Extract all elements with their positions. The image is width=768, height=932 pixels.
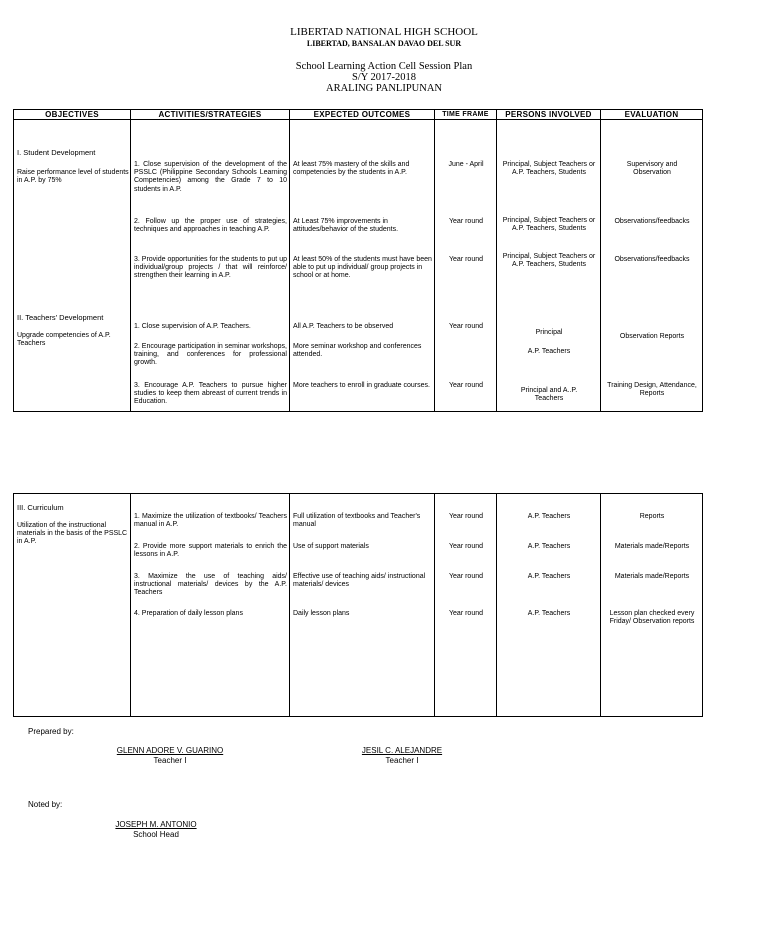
s1-time-2: Year round xyxy=(449,218,483,225)
evaluation-cell xyxy=(601,120,703,412)
s3-outcome-3: Effective use of teaching aids/ instructional materials/ devices xyxy=(293,573,426,589)
s3-persons-4: A.P. Teachers xyxy=(527,610,571,617)
s3-persons-1: A.P. Teachers xyxy=(527,513,571,520)
s3-time-4: Year round xyxy=(449,610,483,617)
s2-time-3: Year round xyxy=(449,382,483,389)
preparer2-name: JESIL C. ALEJANDRE xyxy=(361,746,443,755)
s1-activity-1: 1. Close supervision of the development of the PSSLC (Philippine Secondary Schools Learning Competencies) among the Grade 7 to 10 students in A.P. xyxy=(134,161,287,193)
section1-objective: Raise performance level of students in A.P. by 75% xyxy=(17,169,129,185)
s2-eval-main: Observation Reports xyxy=(619,333,685,340)
time-frame-cell xyxy=(435,120,497,412)
s3-persons-3: A.P. Teachers xyxy=(527,573,571,580)
preparer1-block xyxy=(100,746,240,766)
col-outcomes: EXPECTED OUTCOMES xyxy=(290,110,435,120)
s3-time-3: Year round xyxy=(449,573,483,580)
s3-activity-2: 2. Provide more support materials to enrich the lessons in A.P. xyxy=(134,543,287,559)
preparer2-block xyxy=(343,746,461,766)
table-body-row xyxy=(14,120,703,412)
s1-persons-1: Principal, Subject Teachers or A.P. Teachers, Students xyxy=(502,161,596,176)
s2-persons-2: A.P. Teachers xyxy=(527,348,571,355)
plan-title-block xyxy=(0,61,768,94)
preparer1-name: GLENN ADORE V. GUARINO xyxy=(116,746,224,755)
s3-outcome-4: Daily lesson plans xyxy=(293,610,350,617)
s1-eval-3: Observations/feedbacks xyxy=(614,256,690,263)
s3-time-2: Year round xyxy=(449,543,483,550)
s3-objectives-cell xyxy=(14,494,131,717)
s2-outcome-2: More seminar workshop and conferences attended. xyxy=(293,343,422,359)
col-persons: PERSONS INVOLVED xyxy=(497,110,601,120)
s1-activity-2: 2. Follow up the proper use of strategies, techniques and approaches in teaching A.P. xyxy=(134,218,287,234)
col-objectives: OBJECTIVES xyxy=(14,110,131,120)
s3-eval-3: Materials made/Reports xyxy=(614,573,690,580)
s3-eval-4: Lesson plan checked every Friday/ Observation reports xyxy=(609,610,695,626)
s3-outcomes-cell xyxy=(290,494,435,717)
s3-time-1: Year round xyxy=(449,513,483,520)
s3-eval-2: Materials made/Reports xyxy=(614,543,690,550)
s3-persons-2: A.P. Teachers xyxy=(527,543,571,550)
plan-title: School Learning Action Cell Session Plan xyxy=(295,61,473,72)
s3-activities-cell xyxy=(131,494,290,717)
s3-evaluation-cell xyxy=(601,494,703,717)
col-time-frame: TIME FRAME xyxy=(435,110,497,120)
s3-eval-1: Reports xyxy=(639,513,665,520)
school-year: S/Y 2017-2018 xyxy=(351,72,417,83)
section3-title: III. Curriculum xyxy=(17,503,64,512)
section1-title: I. Student Development xyxy=(17,148,96,157)
noter-block xyxy=(104,820,208,840)
noter-name: JOSEPH M. ANTONIO xyxy=(115,820,197,829)
subject-title: ARALING PANLIPUNAN xyxy=(326,83,442,94)
s2-outcome-1: All A.P. Teachers to be observed xyxy=(293,323,394,330)
s1-eval-1: Supervisory and Observation xyxy=(626,161,678,177)
s3-activity-1: 1. Maximize the utilization of textbooks/ Teachers manual in A.P. xyxy=(134,513,287,529)
section3-objective: Utilization of the instructional materials in the basis of the PSSLC in A.P. xyxy=(17,522,128,546)
s1-outcome-3: At least 50% of the students must have been able to put up individual/ group projects in school or at home. xyxy=(293,256,432,280)
section2-objective: Upgrade competencies of A.P. Teachers xyxy=(17,332,111,348)
s2-activity-3: 3. Encourage A.P. Teachers to pursue higher studies to keep them abreast of current trends in Education. xyxy=(134,382,287,406)
school-address: LIBERTAD, BANSALAN DAVAO DEL SUR xyxy=(306,39,462,48)
col-activities: ACTIVITIES/STRATEGIES xyxy=(131,110,290,120)
section2-title: II. Teachers' Development xyxy=(17,313,104,322)
s2-outcome-3: More teachers to enroll in graduate courses. xyxy=(293,382,430,389)
s3-time-cell xyxy=(435,494,497,717)
s1-eval-2: Observations/feedbacks xyxy=(614,218,690,225)
s1-activity-3: 3. Provide opportunities for the students to put up individual/group projects / that will reinforce/ strengthen their learning in A.P. xyxy=(134,256,287,280)
session-plan-table xyxy=(13,109,703,412)
s2-persons-3: Principal and A..P. Teachers xyxy=(520,387,578,403)
s1-outcome-1: At least 75% mastery of the skills and competencies by the students in A.P. xyxy=(293,161,410,177)
s1-time-1: June - April xyxy=(448,161,484,168)
s2-persons-1: Principal xyxy=(535,329,563,336)
activities-cell xyxy=(131,120,290,412)
col-evaluation: EVALUATION xyxy=(601,110,703,120)
preparer2-title: Teacher I xyxy=(385,756,419,765)
s2-activity-1: 1. Close supervision of A.P. Teachers. xyxy=(134,323,251,330)
s1-persons-2: Principal, Subject Teachers or A.P. Teachers, Students xyxy=(502,217,596,232)
noter-title: School Head xyxy=(133,830,179,839)
s3-outcome-2: Use of support materials xyxy=(293,543,369,550)
s1-outcome-2: At Least 75% improvements in attitudes/behavior of the students. xyxy=(293,218,399,234)
prepared-by-label: Prepared by: xyxy=(28,727,74,736)
school-name: LIBERTAD NATIONAL HIGH SCHOOL xyxy=(290,26,478,38)
s2-time-1: Year round xyxy=(449,323,483,330)
s3-activity-3: 3. Maximize the use of teaching aids/ instructional materials/ devices by the A.P. Teachers xyxy=(134,573,287,597)
s1-time-3: Year round xyxy=(449,256,483,263)
curriculum-table xyxy=(13,493,703,717)
noted-by-label: Noted by: xyxy=(28,800,63,809)
curriculum-row xyxy=(14,494,703,717)
objectives-cell xyxy=(14,120,131,412)
persons-cell xyxy=(497,120,601,412)
s2-activity-2: 2. Encourage participation in seminar workshops, training, and conferences for professional growth. xyxy=(134,343,287,367)
s3-activity-4: 4. Preparation of daily lesson plans xyxy=(134,610,243,617)
table-header-row xyxy=(14,110,703,120)
s2-eval-3: Training Design, Attendance, Reports xyxy=(607,382,697,398)
s3-persons-cell xyxy=(497,494,601,717)
preparer1-title: Teacher I xyxy=(153,756,187,765)
s3-outcome-1: Full utilization of textbooks and Teacher's manual xyxy=(293,513,421,529)
outcomes-cell xyxy=(290,120,435,412)
s1-persons-3: Principal, Subject Teachers or A.P. Teachers, Students xyxy=(502,253,596,268)
